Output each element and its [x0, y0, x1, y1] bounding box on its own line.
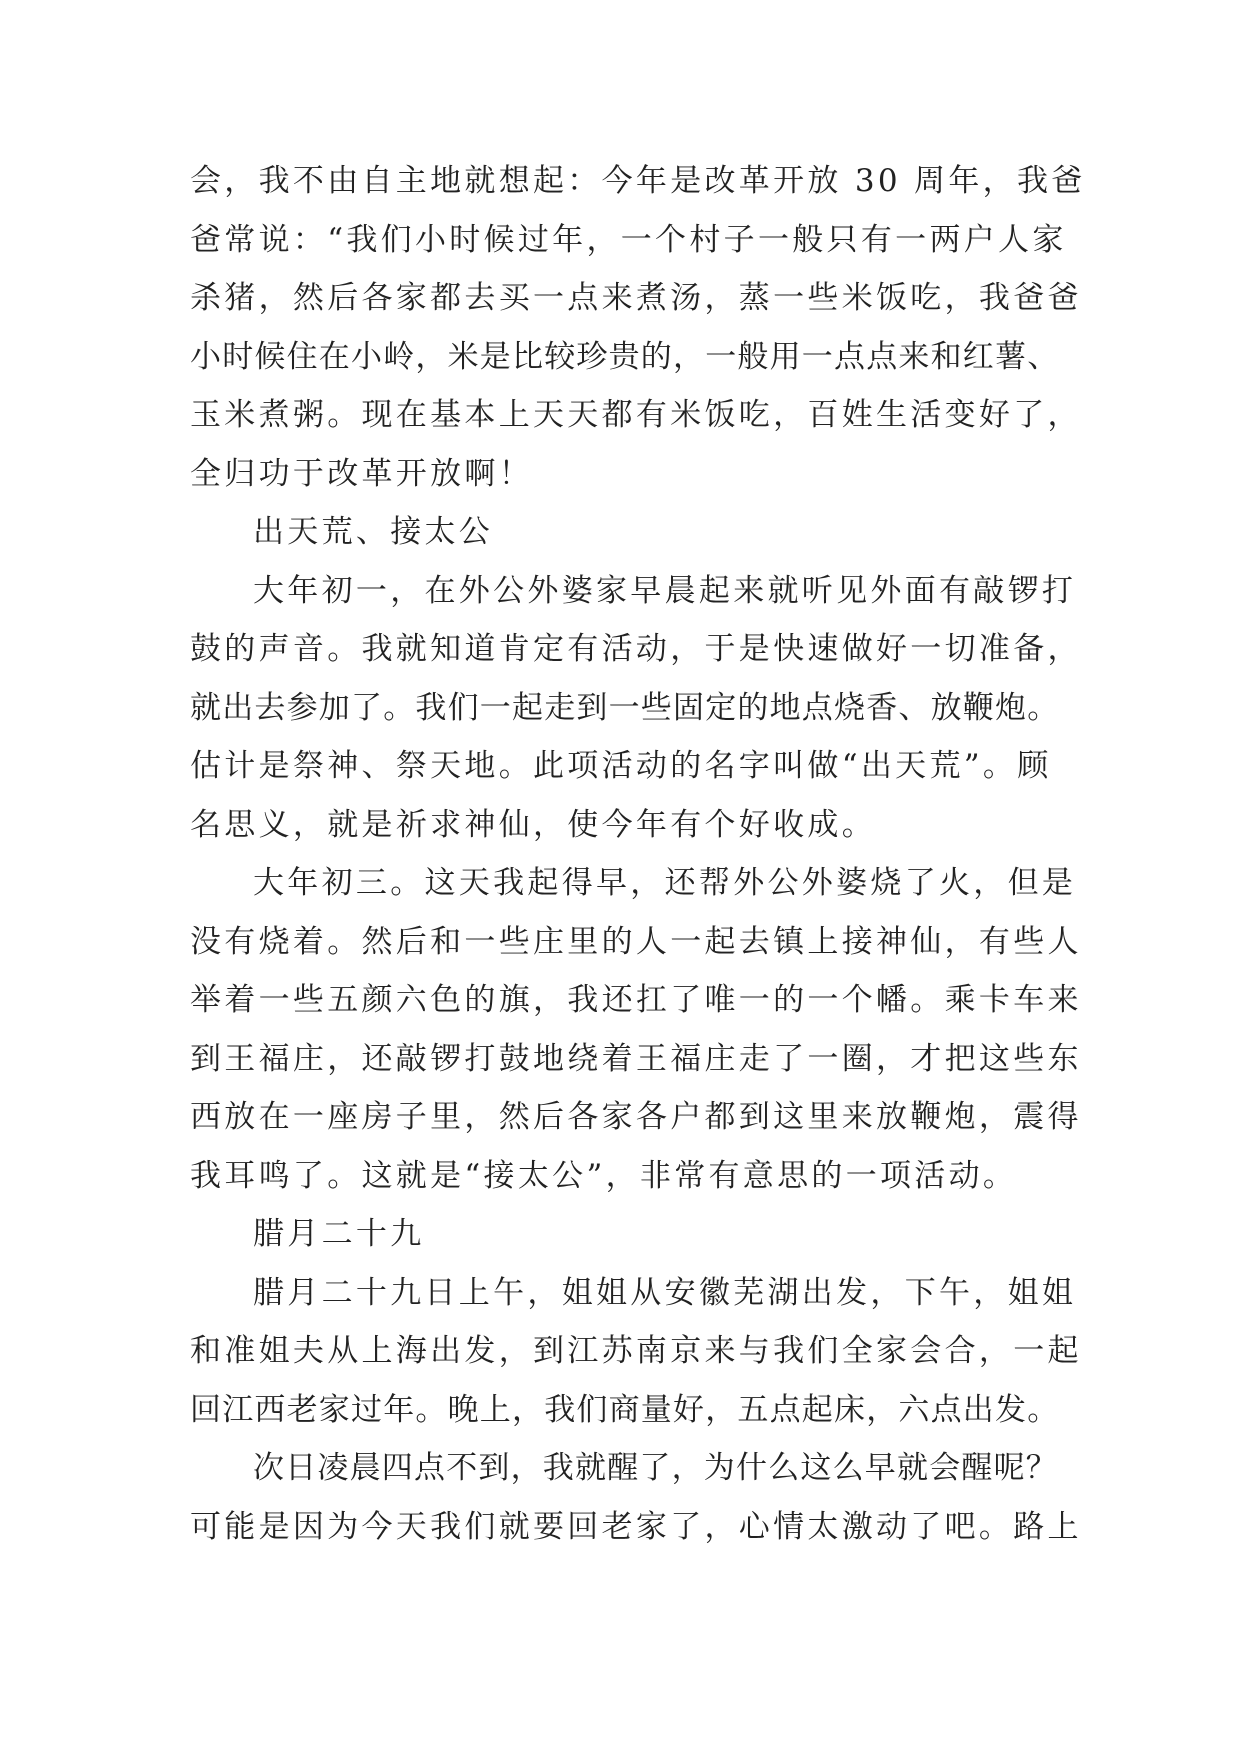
text-line: 玉米煮粥。现在基本上天天都有米饭吃，百姓生活变好了，	[190, 397, 1082, 433]
text-line: 估计是祭神、祭天地。此项活动的名字叫做“出天荒”。顾	[190, 748, 1052, 784]
text-line: 爸常说：“我们小时候过年，一个村子一般只有一两户人家	[190, 221, 1067, 258]
text-line: 会，我不由自主地就想起：今年是改革开放 30 周年，我爸	[190, 163, 1086, 199]
text-line: 次日凌晨四点不到，我就醒了，为什么这么早就会醒呢？	[253, 1450, 1058, 1486]
text-line: 我耳鸣了。这就是“接太公”，非常有意思的一项活动。	[190, 1157, 1018, 1194]
text-line: 大年初三。这天我起得早，还帮外公外婆烧了火，但是	[253, 865, 1077, 901]
text-line: 西放在一座房子里，然后各家各户都到这里来放鞭炮，震得	[190, 1099, 1082, 1135]
text-line: 杀猪，然后各家都去买一点来煮汤，蒸一些米饭吃，我爸爸	[190, 280, 1082, 316]
text-line: 回江西老家过年。晚上，我们商量好，五点起床，六点出发。	[190, 1391, 1060, 1428]
text-line: 大年初一，在外公外婆家早晨起来就听见外面有敲锣打	[253, 572, 1077, 609]
text-line: 到王福庄，还敲锣打鼓地绕着王福庄走了一圈，才把这些东	[190, 1040, 1082, 1077]
text-line: 小时候住在小岭，米是比较珍贵的，一般用一点点来和红薯、	[190, 338, 1060, 375]
text-line: 全归功于改革开放啊！	[190, 455, 533, 492]
body-text	[190, 152, 1086, 1556]
section-heading: 出天荒、接太公	[253, 514, 494, 550]
text-line: 和准姐夫从上海出发，到江苏南京来与我们全家会合，一起	[190, 1333, 1082, 1369]
text-line: 名思义，就是祈求神仙，使今年有个好收成。	[190, 806, 876, 843]
section-heading: 腊月二十九	[253, 1216, 425, 1252]
text-line: 鼓的声音。我就知道肯定有活动，于是快速做好一切准备，	[190, 631, 1082, 667]
text-line: 没有烧着。然后和一些庄里的人一起去镇上接神仙，有些人	[190, 923, 1082, 960]
text-line: 腊月二十九日上午，姐姐从安徽芜湖出发，下午，姐姐	[253, 1274, 1077, 1311]
text-line: 举着一些五颜六色的旗，我还扛了唯一的一个幡。乘卡车来	[190, 982, 1082, 1018]
text-line: 可能是因为今天我们就要回老家了，心情太激动了吧。路上	[190, 1508, 1082, 1545]
text-line: 就出去参加了。我们一起走到一些固定的地点烧香、放鞭炮。	[190, 689, 1060, 726]
